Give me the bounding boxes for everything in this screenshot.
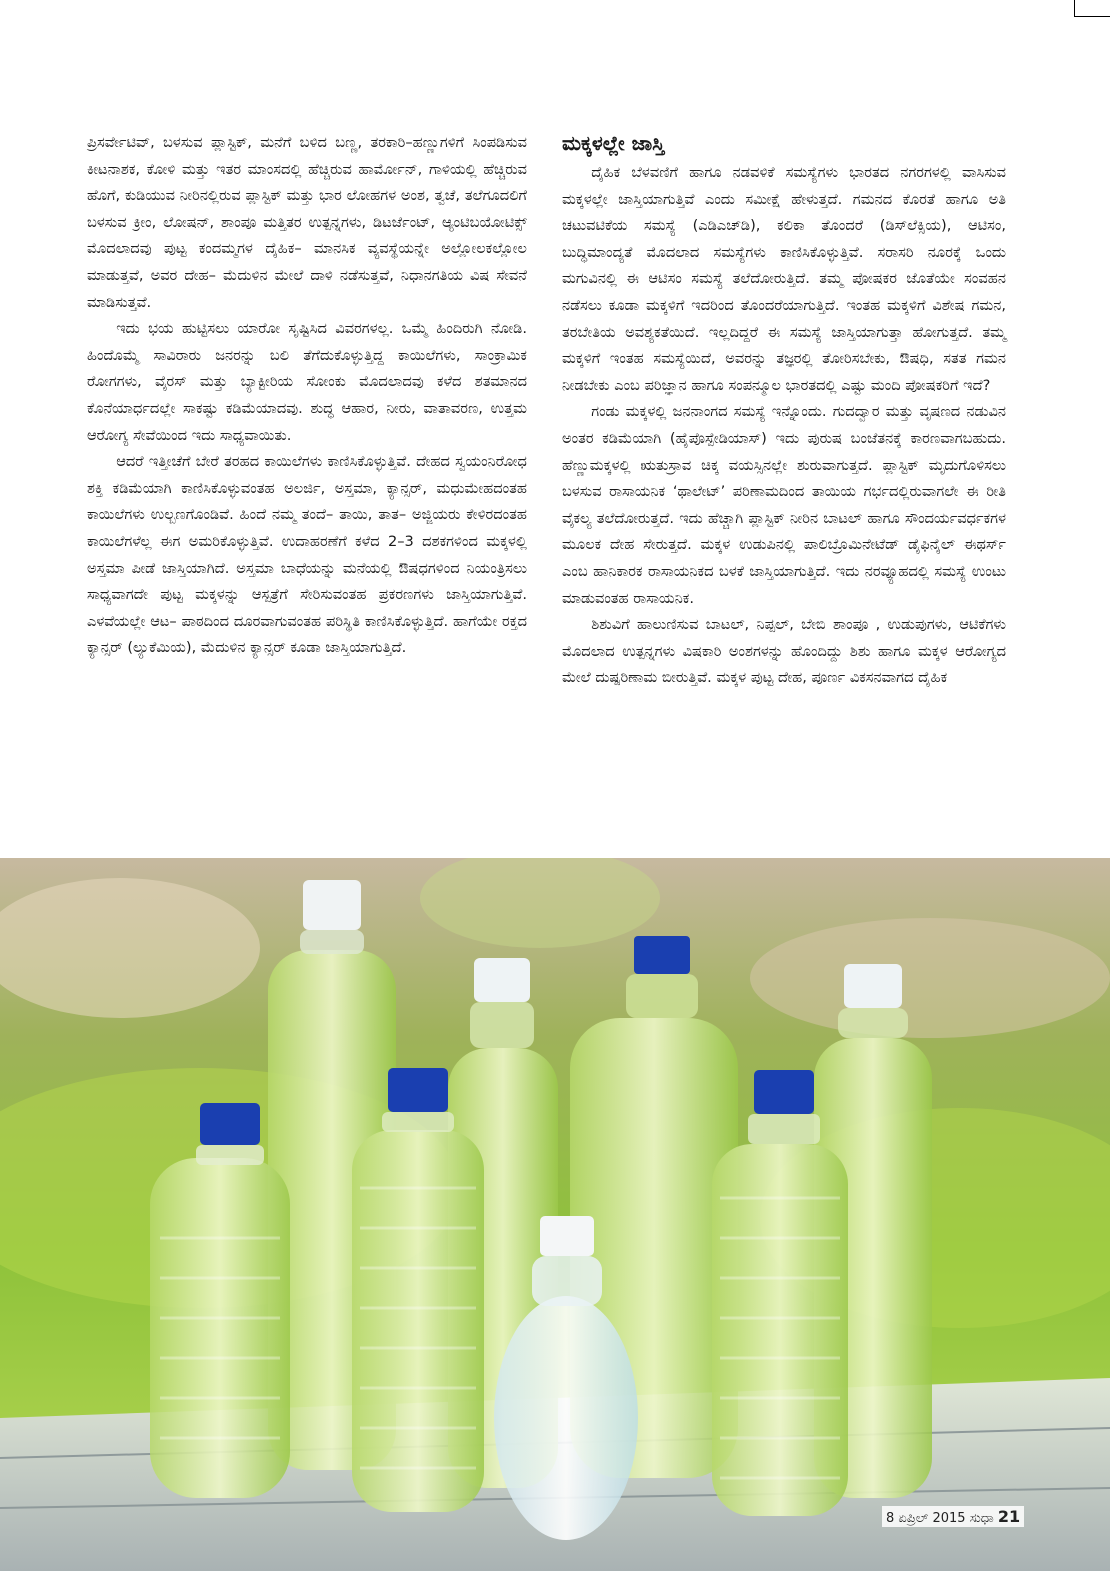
section-heading: ಮಕ್ಕಳಲ್ಲೇ ಜಾಸ್ತಿ bbox=[562, 131, 665, 155]
article-paragraph: ದೈಹಿಕ ಬೆಳವಣಿಗೆ ಹಾಗೂ ನಡವಳಿಕೆ ಸಮಸ್ಯೆಗಳು ಭಾರತದ ನಗರಗಳಲ್ಲಿ ವಾಸಿಸುವ ಮಕ್ಕಳಲ್ಲೇ ಜಾಸ್ತಿಯಾಗುತ್ತಿವೆ ಎಂದು ಸಮೀಕ್ಷೆ ಹೇಳುತ್ತದೆ. ಗಮನದ ಕೊರತೆ ಹಾಗೂ ಅತಿ ಚಟುವಟಿಕೆಯ ಸಮಸ್ಯೆ (ಎಡಿಎಚ್‌ಡಿ), ಕಲಿಕಾ ತೊಂದರೆ (ಡಿಸ್‌ಲೆಕ್ಸಿಯ), ಆಟಿಸಂ, ಬುದ್ಧಿಮಾಂದ್ಯತೆ ಮೊದಲಾದ ಸಮಸ್ಯೆಗಳು ಕಾಣಿಸಿಕೊಳ್ಳುತ್ತಿವೆ. ಸರಾಸರಿ ನೂರಕ್ಕೆ ಒಂದು ಮಗುವಿನಲ್ಲಿ ಈ ಆಟಿಸಂ ಸಮಸ್ಯೆ ತಲೆದೋರುತ್ತಿದೆ. ತಮ್ಮ ಪೋಷಕರ ಜೊತೆಯೇ ಸಂವಹನ ನಡೆಸಲು ಕೂಡಾ ಮಕ್ಕಳಿಗೆ ಇದರಿಂದ ತೊಂದರೆಯಾಗುತ್ತಿದೆ. ಇಂತಹ ಮಕ್ಕಳಿಗೆ ವಿಶೇಷ ಗಮನ, ತರಬೇತಿಯ ಅವಶ್ಯಕತೆಯಿದೆ. ಇಲ್ಲದಿದ್ದರೆ ಈ ಸಮಸ್ಯೆ ಜಾಸ್ತಿಯಾಗುತ್ತಾ ಹೋಗುತ್ತದೆ. ತಮ್ಮ ಮಕ್ಕಳಿಗೆ ಇಂತಹ ಸಮಸ್ಯೆಯಿದೆ, ಅವರನ್ನು ತಜ್ಞರಲ್ಲಿ ತೋರಿಸಬೇಕು, ಔಷಧಿ, ಸತತ ಗಮನ ನೀಡಬೇಕು ಎಂಬ ಪರಿಜ್ಞಾನ ಹಾಗೂ ಸಂಪನ್ಮೂಲ ಭಾರತದಲ್ಲಿ ಎಷ್ಟು ಮಂದಿ ಪೋಷಕರಿಗೆ ಇದೆ? bbox=[562, 164, 1006, 394]
article-left-column bbox=[87, 130, 527, 662]
plastic-bottles-photo bbox=[0, 858, 1110, 1571]
article-paragraph: ಪ್ರಿಸರ್ವೇಟಿವ್, ಬಳಸುವ ಪ್ಲಾಸ್ಟಿಕ್, ಮನೆಗೆ ಬಳಿದ ಬಣ್ಣ, ತರಕಾರಿ–ಹಣ್ಣುಗಳಿಗೆ ಸಿಂಪಡಿಸುವ ಕೀಟನಾಶಕ, ಕೋಳಿ ಮತ್ತು ಇತರ ಮಾಂಸದಲ್ಲಿ ಹೆಚ್ಚಿರುವ ಹಾರ್ಮೋನ್, ಗಾಳಿಯಲ್ಲಿ ಹೆಚ್ಚಿರುವ ಹೊಗೆ, ಕುಡಿಯುವ ನೀರಿನಲ್ಲಿರುವ ಪ್ಲಾಸ್ಟಿಕ್ ಮತ್ತು ಭಾರ ಲೋಹಗಳ ಅಂಶ, ತ್ವಚೆ, ತಲೆಗೂದಲಿಗೆ ಬಳಸುವ ಕ್ರೀಂ, ಲೋಷನ್, ಶಾಂಪೂ ಮತ್ತಿತರ ಉತ್ಪನ್ನಗಳು, ಡಿಟರ್ಜೆಂಟ್, ಆ್ಯಂಟಿಬಯೋಟಿಕ್ಸ್ ಮೊದಲಾದವು ಪುಟ್ಟ ಕಂದಮ್ಮಗಳ ದೈಹಿಕ– ಮಾನಸಿಕ ವ್ಯವಸ್ಥೆಯನ್ನೇ ಅಲ್ಲೋಲಕಲ್ಲೋಲ ಮಾಡುತ್ತವೆ, ಅವರ ದೇಹ– ಮೆದುಳಿನ ಮೇಲೆ ದಾಳಿ ನಡೆಸುತ್ತವೆ, ನಿಧಾನಗತಿಯ ವಿಷ ಸೇವನೆ ಮಾಡಿಸುತ್ತವೆ. bbox=[87, 134, 527, 311]
article-paragraph: ಶಿಶುವಿಗೆ ಹಾಲುಣಿಸುವ ಬಾಟಲ್, ನಿಪ್ಪಲ್, ಬೇಬಿ ಶಾಂಪೂ , ಉಡುಪುಗಳು, ಆಟಿಕೆಗಳು ಮೊದಲಾದ ಉತ್ಪನ್ನಗಳು ವಿಷಕಾರಿ ಅಂಶಗಳನ್ನು ಹೊಂದಿದ್ದು ಶಿಶು ಹಾಗೂ ಮಕ್ಕಳ ಆರೋಗ್ಯದ ಮೇಲೆ ದುಷ್ಪರಿಣಾಮ ಬೀರುತ್ತಿವೆ. ಮಕ್ಕಳ ಪುಟ್ಟ ದೇಹ, ಪೂರ್ಣ ವಿಕಸನವಾಗದ ದೈಹಿಕ bbox=[562, 616, 1006, 687]
crop-mark-vertical bbox=[1074, 0, 1075, 16]
article-paragraph: ಗಂಡು ಮಕ್ಕಳಲ್ಲಿ ಜನನಾಂಗದ ಸಮಸ್ಯೆ ಇನ್ನೊಂದು. ಗುದದ್ವಾರ ಮತ್ತು ವೃಷಣದ ನಡುವಿನ ಅಂತರ ಕಡಿಮೆಯಾಗಿ (ಹೈಪೊಸ್ಪೇಡಿಯಾಸ್) ಇದು ಪುರುಷ ಬಂಜೆತನಕ್ಕೆ ಕಾರಣವಾಗಬಹುದು. ಹೆಣ್ಣುಮಕ್ಕಳಲ್ಲಿ ಋತುಸ್ರಾವ ಚಿಕ್ಕ ವಯಸ್ಸಿನಲ್ಲೇ ಶುರುವಾಗುತ್ತದೆ. ಪ್ಲಾಸ್ಟಿಕ್ ಮೃದುಗೊಳಿಸಲು ಬಳಸುವ ರಾಸಾಯನಿಕ ‘ಥಾಲೇಟ್’ ಪರಿಣಾಮದಿಂದ ತಾಯಿಯ ಗರ್ಭದಲ್ಲಿರುವಾಗಲೇ ಈ ರೀತಿ ವೈಕಲ್ಯ ತಲೆದೋರುತ್ತದೆ. ಇದು ಹೆಚ್ಚಾಗಿ ಪ್ಲಾಸ್ಟಿಕ್ ನೀರಿನ ಬಾಟಲ್ ಹಾಗೂ ಸೌಂದರ್ಯವರ್ಧಕಗಳ ಮೂಲಕ ದೇಹ ಸೇರುತ್ತದೆ. ಮಕ್ಕಳ ಉಡುಪಿನಲ್ಲಿ ಪಾಲಿಬ್ರೊಮಿನೇಟೆಡ್ ಡೈಫಿನೈಲ್ ಈಥರ್ಸ್ ಎಂಬ ಹಾನಿಕಾರಕ ರಾಸಾಯನಿಕದ ಬಳಕೆ ಜಾಸ್ತಿಯಾಗುತ್ತಿದೆ. ಇದು ನರವ್ಯೂಹದಲ್ಲಿ ಸಮಸ್ಯೆ ಉಂಟು ಮಾಡುವಂತಹ ರಾಸಾಯನಿಕ. bbox=[562, 403, 1006, 607]
crop-mark-horizontal bbox=[1074, 16, 1110, 17]
page-footer bbox=[882, 1506, 1024, 1527]
article-paragraph: ಆದರೆ ಇತ್ತೀಚೆಗೆ ಬೇರೆ ತರಹದ ಕಾಯಿಲೆಗಳು ಕಾಣಿಸಿಕೊಳ್ಳುತ್ತಿವೆ. ದೇಹದ ಸ್ವಯಂನಿರೋಧ ಶಕ್ತಿ ಕಡಿಮೆಯಾಗಿ ಕಾಣಿಸಿಕೊಳ್ಳುವಂತಹ ಅಲರ್ಜಿ, ಅಸ್ತಮಾ, ಕ್ಯಾನ್ಸರ್, ಮಧುಮೇಹದಂತಹ ಕಾಯಿಲೆಗಳು ಉಲ್ಬಣಗೊಂಡಿವೆ. ಹಿಂದೆ ನಮ್ಮ ತಂದೆ– ತಾಯಿ, ತಾತ– ಅಜ್ಜಿಯರು ಕೇಳಿರದಂತಹ ಕಾಯಿಲೆಗಳೆಲ್ಲ ಈಗ ಅಮರಿಕೊಳ್ಳುತ್ತಿವೆ. ಉದಾಹರಣೆಗೆ ಕಳೆದ 2–3 ದಶಕಗಳಿಂದ ಮಕ್ಕಳಲ್ಲಿ ಅಸ್ತಮಾ ಪೀಡೆ ಜಾಸ್ತಿಯಾಗಿದೆ. ಅಸ್ತಮಾ ಬಾಧೆಯನ್ನು ಮನೆಯಲ್ಲಿ ಔಷಧಗಳಿಂದ ನಿಯಂತ್ರಿಸಲು ಸಾಧ್ಯವಾಗದೇ ಪುಟ್ಟ ಮಕ್ಕಳನ್ನು ಆಸ್ಪತ್ರೆಗೆ ಸೇರಿಸುವಂತಹ ಪ್ರಕರಣಗಳು ಜಾಸ್ತಿಯಾಗುತ್ತಿವೆ. ಎಳವೆಯಲ್ಲೇ ಆಟ– ಪಾಠದಿಂದ ದೂರವಾಗುವಂತಹ ಪರಿಸ್ಥಿತಿ ಕಾಣಿಸಿಕೊಳ್ಳುತ್ತಿದೆ. ಹಾಗೆಯೇ ರಕ್ತದ ಕ್ಯಾನ್ಸರ್ (ಲ್ಯುಕೆಮಿಯ), ಮೆದುಳಿನ ಕ್ಯಾನ್ಸರ್ ಕೂಡಾ ಜಾಸ್ತಿಯಾಗುತ್ತಿದೆ. bbox=[87, 453, 527, 657]
page-number: 21 bbox=[997, 1507, 1021, 1526]
article-paragraph: ಇದು ಭಯ ಹುಟ್ಟಿಸಲು ಯಾರೋ ಸೃಷ್ಟಿಸಿದ ವಿವರಗಳಲ್ಲ. ಒಮ್ಮೆ ಹಿಂದಿರುಗಿ ನೋಡಿ. ಹಿಂದೊಮ್ಮೆ ಸಾವಿರಾರು ಜನರನ್ನು ಬಲಿ ತೆಗೆದುಕೊಳ್ಳುತ್ತಿದ್ದ ಕಾಯಿಲೆಗಳು, ಸಾಂಕ್ರಾಮಿಕ ರೋಗಗಳು, ವೈರಸ್ ಮತ್ತು ಬ್ಯಾಕ್ಟೀರಿಯ ಸೋಂಕು ಮೊದಲಾದವು ಕಳೆದ ಶತಮಾನದ ಕೊನೆಯಾರ್ಧದಲ್ಲೇ ಸಾಕಷ್ಟು ಕಡಿಮೆಯಾದವು. ಶುದ್ಧ ಆಹಾರ, ನೀರು, ವಾತಾವರಣ, ಉತ್ತಮ ಆರೋಗ್ಯ ಸೇವೆಯಿಂದ ಇದು ಸಾಧ್ಯವಾಯಿತು. bbox=[87, 320, 527, 444]
magazine-name: ಸುಧಾ bbox=[969, 1511, 994, 1526]
issue-date: 8 ಏಪ್ರಿಲ್ 2015 bbox=[886, 1511, 966, 1526]
article-right-column bbox=[562, 128, 1006, 692]
